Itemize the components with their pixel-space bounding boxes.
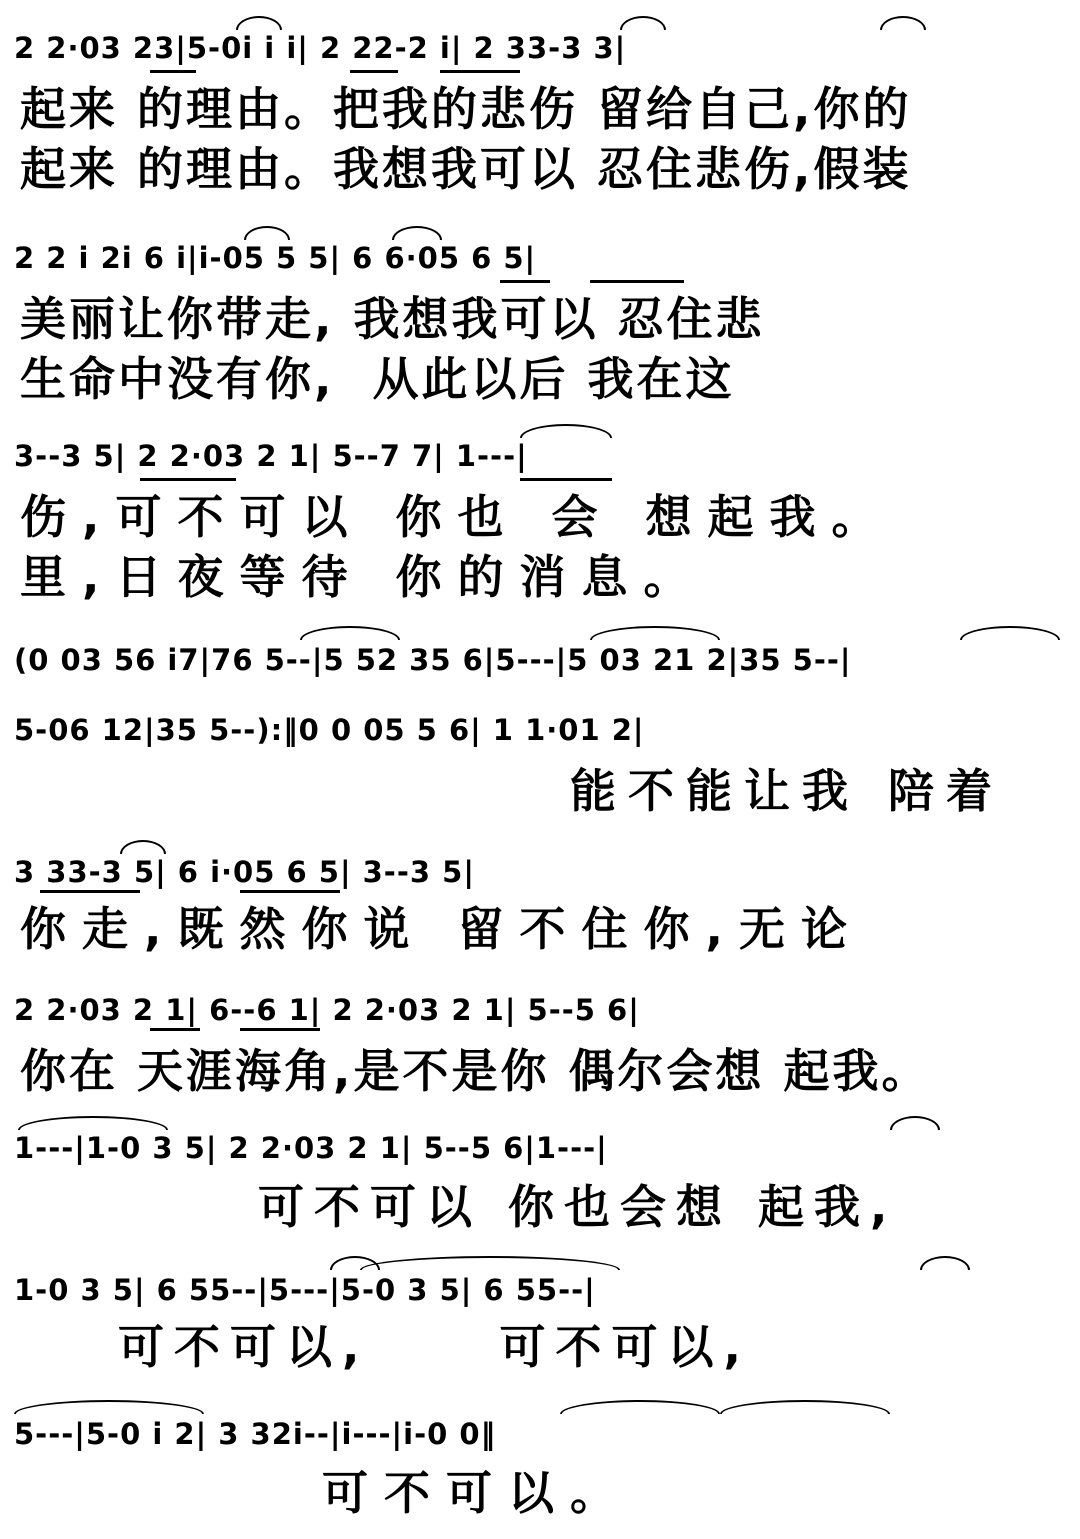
lyric-line-7: 你在 天涯海角,是不是你 偶尔会想 起我。 [20, 1044, 931, 1098]
beam-mark [520, 478, 612, 481]
beam-mark [240, 890, 340, 893]
notation-line-7: 2 2·03 2 1| 6--6 1| 2 2·03 2 1| 5--5 6| [14, 993, 640, 1027]
notation-line-2: 2 2 i 2i 6 i|i-05 5 5| 6 6·05 6 5| [14, 241, 537, 275]
slur-mark [236, 16, 282, 30]
slur-mark [720, 1400, 890, 1414]
slur-mark [620, 16, 666, 30]
beam-mark [40, 890, 140, 893]
slur-mark [244, 226, 290, 240]
beam-mark [500, 280, 550, 283]
lyric-line-1b: 起来 的理由。我想我可以 忍住悲伤,假装 [20, 142, 912, 196]
slur-mark [300, 626, 400, 640]
lyric-line-5: 能不能让我 陪着 [570, 764, 1005, 818]
notation-line-6: 3 33-3 5| 6 i·05 6 5| 3--3 5| [14, 855, 475, 889]
beam-mark [140, 478, 236, 481]
lyric-line-10: 可不可以。 [322, 1466, 632, 1520]
slur-mark [360, 1256, 620, 1270]
slur-mark [880, 16, 926, 30]
notation-line-5: 5-06 12|35 5--):‖0 0 05 5 6| 1 1·01 2| [14, 713, 645, 747]
slur-mark [120, 840, 166, 854]
beam-mark [240, 1028, 320, 1031]
slur-mark [392, 226, 442, 240]
lyric-line-9: 可不可以, 可不可以, [118, 1320, 752, 1374]
lyric-line-1a: 起来 的理由。把我的悲伤 留给自己,你的 [20, 82, 912, 136]
notation-line-4: (0 03 56 i7|76 5--|5 52 35 6|5---|5 03 21 2|35 5--| [14, 643, 852, 677]
notation-line-9: 1-0 3 5| 6 55--|5---|5-0 3 5| 6 55--| [14, 1273, 596, 1307]
slur-mark [960, 626, 1060, 640]
beam-mark [350, 70, 398, 73]
beam-mark [150, 70, 196, 73]
lyric-line-2a: 美丽让你带走, 我想我可以 忍住悲 [20, 292, 765, 346]
notation-line-8: 1---|1-0 3 5| 2 2·03 2 1| 5--5 6|1---| [14, 1131, 608, 1165]
beam-mark [590, 280, 684, 283]
lyric-line-3b: 里,日夜等待 你的消息。 [20, 550, 706, 604]
slur-mark [890, 1116, 940, 1130]
slur-mark [560, 1400, 720, 1414]
slur-mark [920, 1256, 970, 1270]
lyric-line-6: 你走,既然你说 留不住你,无论 [20, 902, 863, 956]
notation-line-3: 3--3 5| 2 2·03 2 1| 5--7 7| 1---| [14, 439, 528, 473]
slur-mark [520, 424, 612, 438]
notation-line-1: 2 2·03 23|5-0i i i| 2 22-2 i| 2 33-3 3| [14, 31, 627, 65]
beam-mark [440, 70, 520, 73]
notation-line-10: 5---|5-0 i 2| 3 32i--|i---|i-0 0‖ [14, 1417, 497, 1451]
beam-mark [150, 1028, 200, 1031]
slur-mark [590, 626, 720, 640]
slur-mark [14, 1400, 204, 1414]
slur-mark [18, 1116, 168, 1130]
lyric-line-3a: 伤,可不可以 你也 会 想起我。 [20, 490, 894, 544]
lyric-line-8: 可不可以 你也会想 起我, [258, 1180, 898, 1234]
lyric-line-2b: 生命中没有你, 从此以后 我在这 [20, 352, 735, 406]
